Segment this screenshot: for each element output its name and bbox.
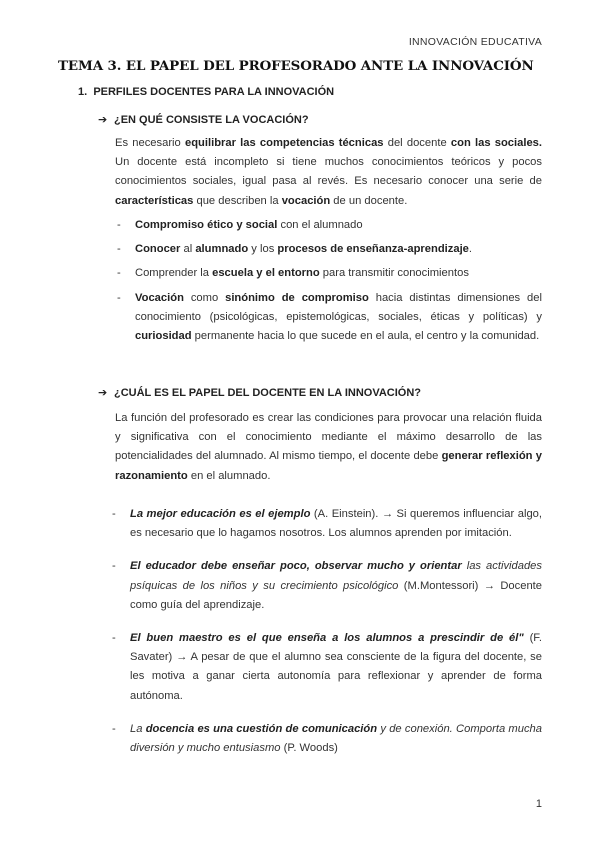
italic-text: y de conexión. Comporta mucha diversión y mucho entusiasmo	[130, 722, 542, 755]
quote-item	[110, 720, 542, 758]
text: del docente	[383, 137, 451, 149]
dash-bullet: -	[112, 508, 116, 520]
text: que describen la	[193, 194, 282, 207]
bold-text: con las sociales.	[450, 137, 543, 149]
italic-text: las actividades psíquicas de los niños y su crecimiento psicológico	[130, 560, 543, 592]
question-heading-vocacion	[98, 113, 309, 126]
bold-text: Compromiso ético y social	[135, 219, 278, 231]
quotes-list	[110, 505, 542, 772]
bold-text: procesos de enseñanza-aprendizaje	[277, 243, 469, 256]
list-item	[115, 240, 542, 259]
section-heading-text: PERFILES DOCENTES PARA LA INNOVACIÓN	[93, 86, 335, 98]
list-item	[115, 264, 542, 283]
question-heading-text: ¿EN QUÉ CONSISTE LA VOCACIÓN?	[114, 113, 309, 126]
paragraph-vocacion	[115, 134, 542, 211]
dash-bullet: -	[112, 722, 116, 735]
bold-italic-text: El educador debe enseñar poco, observar mucho y orientar	[130, 560, 462, 573]
arrow-right-icon: ➔	[98, 114, 108, 126]
dash-bullet: -	[112, 632, 116, 645]
text: Es necesario	[115, 137, 185, 149]
text: La función del profesorado es crear las condiciones para provocar una relación fluida y significativa con el conocimiento mediante el máximo desarrollo de las potencialidades del alumnado. Al mismo tiempo, el docente debe	[115, 412, 542, 463]
bold-italic-text: La mejor educación es el ejemplo	[130, 508, 311, 520]
text: permanente hacia lo que sucede en el aula, el centro y la comunidad.	[191, 330, 540, 343]
text: con el alumnado	[277, 219, 363, 231]
quote-item	[110, 557, 542, 615]
text: hacia distintas dimensiones del conocimiento (psicológicas, epistemológicas, sociales, éticas y políticas) y	[135, 291, 542, 323]
bold-text: escuela y el entorno	[212, 267, 320, 280]
quote-item	[110, 629, 542, 706]
italic-text: La	[130, 722, 146, 735]
arrow-right-icon: ➔	[98, 387, 108, 399]
bold-text: sinónimo de compromiso	[225, 291, 369, 304]
dash-bullet: -	[117, 291, 121, 304]
bold-text: equilibrar las competencias técnicas	[184, 137, 384, 149]
paragraph-papel-docente	[115, 409, 542, 486]
document-title: TEMA 3. EL PAPEL DEL PROFESORADO ANTE LA INNOVACIÓN	[58, 58, 534, 74]
page-number: 1	[535, 798, 542, 810]
bold-text: curiosidad	[135, 330, 192, 343]
list-item	[115, 216, 542, 235]
quote-item	[110, 505, 542, 543]
bold-text: características	[115, 194, 194, 207]
text: Comprender la	[135, 267, 213, 280]
list-item	[115, 289, 542, 347]
text: (P. Woods)	[280, 742, 338, 755]
text: para transmitir conocimientos	[319, 267, 469, 280]
bold-italic-text: El buen maestro es el que enseña a los alumnos a prescindir de él"	[130, 632, 524, 645]
bold-text: alumnado	[195, 243, 249, 256]
text: de un docente.	[330, 194, 408, 207]
text: (A. Einstein). → Si queremos influenciar algo, es necesario que lo hagamos nosotros. Los alumnos aprenden por imitación.	[130, 508, 542, 540]
bold-text: vocación	[281, 194, 331, 207]
dash-bullet: -	[117, 219, 121, 231]
text: .	[468, 243, 473, 256]
bold-italic-text: docencia es una cuestión de comunicación	[145, 722, 378, 735]
bold-text: Conocer	[135, 243, 181, 256]
dash-bullet: -	[112, 560, 116, 573]
bold-text: generar reflexión y razonamiento	[115, 450, 542, 482]
text: en el alumnado.	[187, 469, 271, 482]
text: al	[180, 243, 196, 256]
vocacion-characteristics-list	[115, 216, 542, 351]
text: (F. Savater) → A pesar de que el alumno sea consciente de la figura del docente, se les motiva a ganar cierta autonomía para reflexionar y aprender de forma autónoma.	[130, 632, 542, 702]
question-heading-text: ¿CUÁL ES EL PAPEL DEL DOCENTE EN LA INNOVACIÓN?	[114, 386, 422, 399]
text: como	[183, 291, 226, 304]
text: y los	[248, 243, 278, 256]
dash-bullet: -	[117, 243, 121, 256]
text: (M.Montessori) → Docente como guía del aprendizaje.	[130, 579, 543, 611]
section-heading	[78, 86, 334, 98]
bold-text: Vocación	[135, 291, 184, 304]
section-number: 1.	[78, 86, 88, 98]
text: Un docente está incompleto si tiene muchos conocimientos teóricos y pocos conocimientos sociales, igual pasa al revés. Es necesario conocer una serie de	[115, 156, 542, 188]
dash-bullet: -	[117, 267, 121, 280]
running-header: INNOVACIÓN EDUCATIVA	[408, 36, 542, 48]
question-heading-papel-docente	[98, 386, 421, 399]
